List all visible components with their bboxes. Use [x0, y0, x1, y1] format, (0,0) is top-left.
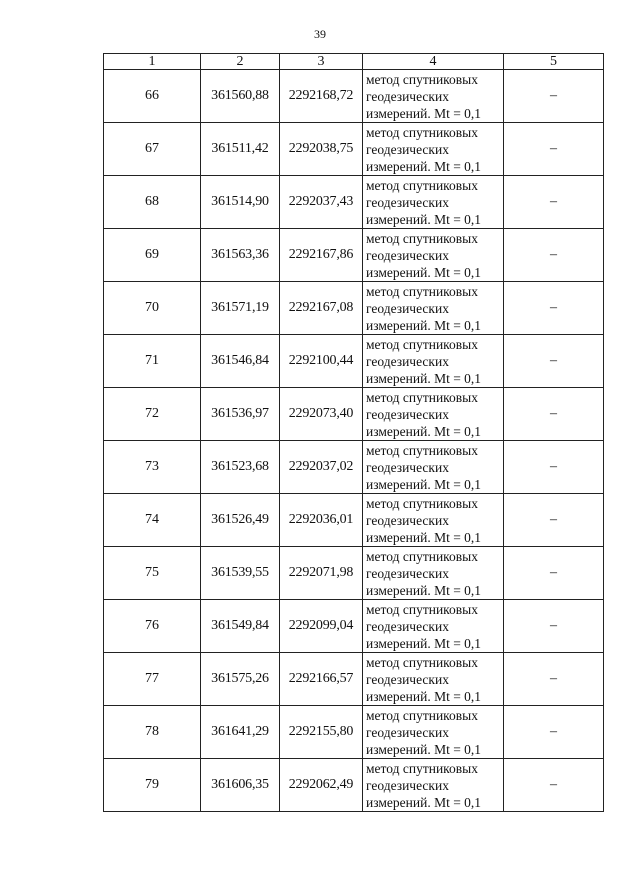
y-coordinate-cell: 2292100,44 — [280, 335, 363, 388]
x-coordinate-cell: 361641,29 — [201, 706, 280, 759]
y-coordinate-cell: 2292062,49 — [280, 759, 363, 812]
table-header-row — [104, 54, 604, 70]
x-coordinate-cell: 361546,84 — [201, 335, 280, 388]
x-coordinate-cell: 361536,97 — [201, 388, 280, 441]
y-coordinate-cell: 2292168,72 — [280, 70, 363, 123]
table-row — [104, 388, 604, 441]
column-header-3: 3 — [280, 54, 363, 70]
note-cell: – — [504, 229, 604, 282]
table-row — [104, 282, 604, 335]
x-coordinate-cell: 361571,19 — [201, 282, 280, 335]
y-coordinate-cell: 2292167,86 — [280, 229, 363, 282]
point-number-cell: 67 — [104, 123, 201, 176]
method-cell: метод спутниковых геодезических измерений. Mt = 0,1 — [363, 335, 504, 388]
note-cell: – — [504, 706, 604, 759]
y-coordinate-cell: 2292037,43 — [280, 176, 363, 229]
method-cell: метод спутниковых геодезических измерений. Mt = 0,1 — [363, 706, 504, 759]
page-number: 39 — [314, 27, 326, 41]
note-cell: – — [504, 123, 604, 176]
method-cell: метод спутниковых геодезических измерений. Mt = 0,1 — [363, 282, 504, 335]
x-coordinate-cell: 361523,68 — [201, 441, 280, 494]
x-coordinate-cell: 361606,35 — [201, 759, 280, 812]
note-cell: – — [504, 653, 604, 706]
note-cell: – — [504, 547, 604, 600]
point-number-cell: 70 — [104, 282, 201, 335]
note-cell: – — [504, 388, 604, 441]
column-header-1: 1 — [104, 54, 201, 70]
point-number-cell: 72 — [104, 388, 201, 441]
method-cell: метод спутниковых геодезических измерений. Mt = 0,1 — [363, 70, 504, 123]
method-cell: метод спутниковых геодезических измерений. Mt = 0,1 — [363, 600, 504, 653]
x-coordinate-cell: 361511,42 — [201, 123, 280, 176]
table-row — [104, 706, 604, 759]
point-number-cell: 73 — [104, 441, 201, 494]
column-header-2: 2 — [201, 54, 280, 70]
y-coordinate-cell: 2292036,01 — [280, 494, 363, 547]
point-number-cell: 79 — [104, 759, 201, 812]
method-cell: метод спутниковых геодезических измерений. Mt = 0,1 — [363, 494, 504, 547]
point-number-cell: 71 — [104, 335, 201, 388]
table-row — [104, 229, 604, 282]
method-cell: метод спутниковых геодезических измерений. Mt = 0,1 — [363, 759, 504, 812]
table-row — [104, 441, 604, 494]
point-number-cell: 77 — [104, 653, 201, 706]
note-cell: – — [504, 494, 604, 547]
y-coordinate-cell: 2292073,40 — [280, 388, 363, 441]
point-number-cell: 66 — [104, 70, 201, 123]
y-coordinate-cell: 2292038,75 — [280, 123, 363, 176]
y-coordinate-cell: 2292166,57 — [280, 653, 363, 706]
method-cell: метод спутниковых геодезических измерений. Mt = 0,1 — [363, 229, 504, 282]
note-cell: – — [504, 600, 604, 653]
table-row — [104, 600, 604, 653]
method-cell: метод спутниковых геодезических измерений. Mt = 0,1 — [363, 123, 504, 176]
column-header-5: 5 — [504, 54, 604, 70]
coordinates-table — [103, 53, 604, 812]
x-coordinate-cell: 361575,26 — [201, 653, 280, 706]
table-body — [104, 70, 604, 812]
method-cell: метод спутниковых геодезических измерений. Mt = 0,1 — [363, 441, 504, 494]
method-cell: метод спутниковых геодезических измерений. Mt = 0,1 — [363, 176, 504, 229]
x-coordinate-cell: 361560,88 — [201, 70, 280, 123]
x-coordinate-cell: 361563,36 — [201, 229, 280, 282]
table-row — [104, 70, 604, 123]
y-coordinate-cell: 2292099,04 — [280, 600, 363, 653]
y-coordinate-cell: 2292037,02 — [280, 441, 363, 494]
method-cell: метод спутниковых геодезических измерений. Mt = 0,1 — [363, 653, 504, 706]
table-row — [104, 176, 604, 229]
y-coordinate-cell: 2292155,80 — [280, 706, 363, 759]
point-number-cell: 68 — [104, 176, 201, 229]
y-coordinate-cell: 2292167,08 — [280, 282, 363, 335]
point-number-cell: 74 — [104, 494, 201, 547]
note-cell: – — [504, 282, 604, 335]
column-header-4: 4 — [363, 54, 504, 70]
table-row — [104, 123, 604, 176]
method-cell: метод спутниковых геодезических измерений. Mt = 0,1 — [363, 388, 504, 441]
x-coordinate-cell: 361539,55 — [201, 547, 280, 600]
x-coordinate-cell: 361549,84 — [201, 600, 280, 653]
table-row — [104, 335, 604, 388]
table-row — [104, 759, 604, 812]
note-cell: – — [504, 335, 604, 388]
table-row — [104, 547, 604, 600]
note-cell: – — [504, 441, 604, 494]
y-coordinate-cell: 2292071,98 — [280, 547, 363, 600]
method-cell: метод спутниковых геодезических измерений. Mt = 0,1 — [363, 547, 504, 600]
point-number-cell: 76 — [104, 600, 201, 653]
x-coordinate-cell: 361514,90 — [201, 176, 280, 229]
point-number-cell: 69 — [104, 229, 201, 282]
point-number-cell: 78 — [104, 706, 201, 759]
x-coordinate-cell: 361526,49 — [201, 494, 280, 547]
table-row — [104, 494, 604, 547]
note-cell: – — [504, 176, 604, 229]
table-row — [104, 653, 604, 706]
note-cell: – — [504, 759, 604, 812]
point-number-cell: 75 — [104, 547, 201, 600]
note-cell: – — [504, 70, 604, 123]
